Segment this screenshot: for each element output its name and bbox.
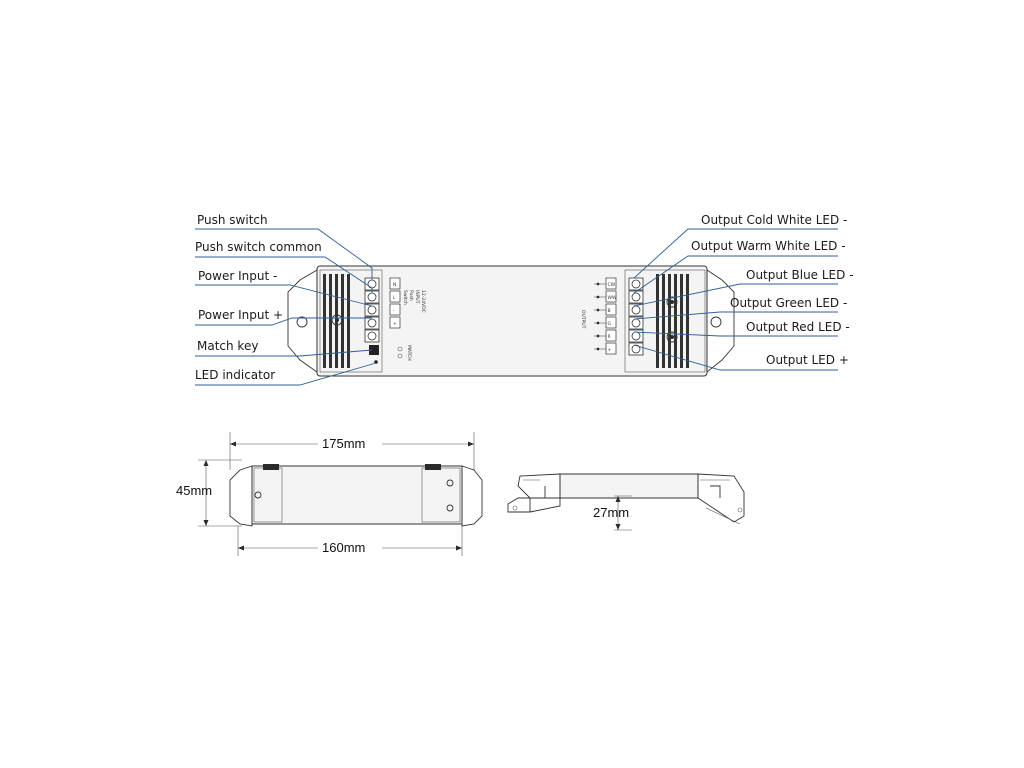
label-output-green: Output Green LED - [730, 296, 848, 310]
svg-text:12-24VDC: 12-24VDC [420, 290, 425, 313]
output-mark: + [607, 348, 612, 353]
svg-text:MATCH: MATCH [406, 345, 411, 361]
input-mark-box [390, 304, 400, 315]
output-mark: WW [607, 296, 617, 301]
label-output-plus: Output LED + [766, 353, 849, 367]
svg-text:Switch: Switch [402, 290, 407, 305]
output-mark: R [607, 335, 611, 340]
front-body [252, 466, 462, 524]
left-fin [347, 274, 350, 368]
right-fin [680, 274, 683, 368]
output-mark: CW [607, 283, 616, 288]
label-power-input-minus: Power Input - [198, 269, 278, 283]
front-view [176, 432, 482, 556]
label-power-input-plus: Power Input + [198, 308, 284, 322]
dim-27: 27mm [593, 505, 630, 520]
left-mount-hole [297, 317, 307, 327]
label-led-indicator: LED indicator [195, 368, 276, 382]
svg-text:Push: Push [408, 290, 413, 301]
output-mark: B [607, 309, 611, 314]
input-mark: L [393, 296, 396, 301]
dim-160: 160mm [322, 540, 366, 555]
input-mark: - [393, 309, 395, 314]
top-view [288, 266, 734, 376]
output-mark: G [607, 322, 611, 327]
input-mark: + [393, 322, 397, 327]
side-view [508, 474, 744, 530]
right-mount-hole [711, 317, 721, 327]
label-push-switch-common: Push switch common [195, 240, 322, 254]
label-output-red: Output Red LED - [746, 320, 850, 334]
dim-175: 175mm [322, 436, 366, 451]
right-fin [686, 274, 689, 368]
right-fin [656, 274, 659, 368]
svg-text:INPUT: INPUT [414, 290, 419, 304]
dim-45: 45mm [176, 483, 213, 498]
input-mark: N [393, 283, 397, 288]
label-output-ww: Output Warm White LED - [691, 239, 846, 253]
label-output-cw: Output Cold White LED - [701, 213, 848, 227]
svg-text:OUTPUT: OUTPUT [580, 310, 585, 329]
side-body [560, 474, 698, 498]
label-output-blue: Output Blue LED - [746, 268, 854, 282]
label-match-key: Match key [197, 339, 259, 353]
label-push-switch: Push switch [197, 213, 268, 227]
right-fin [668, 274, 671, 368]
right-fin [674, 274, 677, 368]
